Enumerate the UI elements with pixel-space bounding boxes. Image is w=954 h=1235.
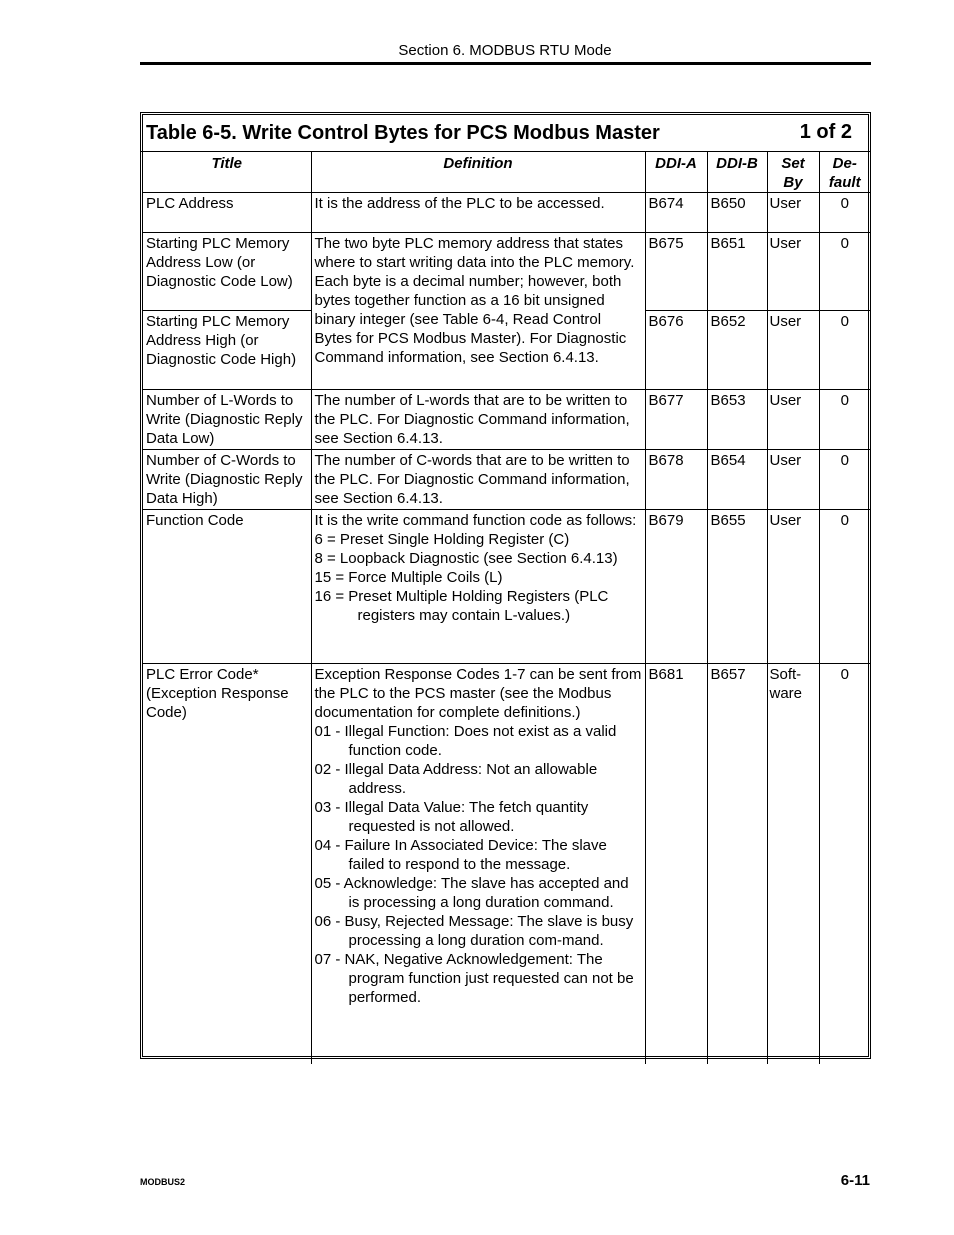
definition-item: 05 - Acknowledge: The slave has accepted and is processing a long duration command. <box>314 875 629 911</box>
row-default: 0 <box>819 390 870 450</box>
definition-item: 03 - Illegal Data Value: The fetch quantity requested is not allowed. <box>314 799 589 835</box>
running-head: Section 6. MODBUS RTU Mode <box>398 42 612 59</box>
row-ddi-a: B678 <box>645 450 707 510</box>
row-definition-merged: The two byte PLC memory address that states where to start writing data into the PLC memory. Each byte is a decimal number; however, both bytes together function as a 16 bit unsigned binary integer (see Table 6-4, Read Control Bytes for PCS Modbus Master). For Diagnostic Command information, see Section 6.4.13. <box>311 233 645 390</box>
column-header-definition: Definition <box>311 152 645 193</box>
row-default: 0 <box>819 450 870 510</box>
row-ddi-b: B650 <box>707 193 767 233</box>
definition-item: 15 = Force Multiple Coils (L) <box>314 569 503 586</box>
table-row <box>143 510 870 664</box>
row-ddi-a: B674 <box>645 193 707 233</box>
row-ddi-b: B655 <box>707 510 767 664</box>
definition-item: 6 = Preset Single Holding Register (C) <box>314 531 570 548</box>
row-set-by: User <box>767 233 819 311</box>
row-ddi-b: B652 <box>707 311 767 390</box>
definition-item: 04 - Failure In Associated Device: The slave failed to respond to the message. <box>314 837 607 873</box>
column-header-ddi-b: DDI-B <box>707 152 767 193</box>
column-header-title: Title <box>143 152 311 193</box>
column-header-ddi-a: DDI-A <box>645 152 707 193</box>
table-page-indicator: 1 of 2 <box>799 121 852 143</box>
table-row <box>143 450 870 510</box>
row-ddi-b: B657 <box>707 664 767 1064</box>
row-definition: It is the address of the PLC to be accessed. <box>311 193 645 233</box>
definition-item: 01 - Illegal Function: Does not exist as a valid function code. <box>314 723 617 759</box>
table-row <box>143 390 870 450</box>
control-bytes-table <box>140 112 871 1059</box>
definition-intro: It is the write command function code as follows: <box>314 512 637 529</box>
row-definition: The number of C-words that are to be written to the PLC. For Diagnostic Command information, see Section 6.4.13. <box>311 450 645 510</box>
row-title: Starting PLC Memory Address Low (or Diagnostic Code Low) <box>143 233 311 311</box>
row-ddi-b: B651 <box>707 233 767 311</box>
row-title: PLC Error Code* (Exception Response Code) <box>143 664 311 1064</box>
table-row <box>143 233 870 311</box>
column-header-set-by: Set By <box>767 152 819 193</box>
table-header-row <box>143 152 870 193</box>
row-set-by: User <box>767 390 819 450</box>
row-ddi-a: B677 <box>645 390 707 450</box>
row-set-by: User <box>767 311 819 390</box>
table-row <box>143 664 870 1064</box>
row-default: 0 <box>819 233 870 311</box>
row-title: Function Code <box>143 510 311 664</box>
row-ddi-a: B675 <box>645 233 707 311</box>
footer-page-number: 6-11 <box>840 1172 870 1189</box>
column-header-default: De-fault <box>819 152 870 193</box>
row-title: Number of C-Words to Write (Diagnostic Reply Data High) <box>143 450 311 510</box>
row-definition <box>311 664 645 1064</box>
row-default: 0 <box>819 311 870 390</box>
row-ddi-a: B679 <box>645 510 707 664</box>
row-definition: The number of L-words that are to be written to the PLC. For Diagnostic Command information, see Section 6.4.13. <box>311 390 645 450</box>
row-ddi-a: B681 <box>645 664 707 1064</box>
row-set-by: User <box>767 450 819 510</box>
definition-item: 06 - Busy, Rejected Message: The slave is busy processing a long duration com-mand. <box>314 913 634 949</box>
table-caption <box>141 113 870 152</box>
table-grid <box>143 151 870 1064</box>
definition-item: 07 - NAK, Negative Acknowledgement: The program function just requested can not be performed. <box>314 951 634 1006</box>
row-ddi-b: B653 <box>707 390 767 450</box>
definition-item: 16 = Preset Multiple Holding Registers (PLC registers may contain L-values.) <box>314 588 609 624</box>
row-default: 0 <box>819 510 870 664</box>
row-default: 0 <box>819 193 870 233</box>
row-default: 0 <box>819 664 870 1064</box>
definition-item: 8 = Loopback Diagnostic (see Section 6.4.13) <box>314 550 618 567</box>
row-definition <box>311 510 645 664</box>
footer-doc-code: MODBUS2 <box>140 1177 186 1187</box>
row-set-by: User <box>767 193 819 233</box>
row-set-by: User <box>767 510 819 664</box>
definition-intro: Exception Response Codes 1-7 can be sent from the PLC to the PCS master (see the Modbus documentation for complete definitions.) <box>314 666 642 721</box>
header-rule <box>140 62 871 65</box>
row-title: Number of L-Words to Write (Diagnostic Reply Data Low) <box>143 390 311 450</box>
row-ddi-a: B676 <box>645 311 707 390</box>
definition-item: 02 - Illegal Data Address: Not an allowable address. <box>314 761 598 797</box>
row-set-by: Soft-ware <box>767 664 819 1064</box>
row-ddi-b: B654 <box>707 450 767 510</box>
row-title: Starting PLC Memory Address High (or Diagnostic Code High) <box>143 311 311 390</box>
table-row <box>143 193 870 233</box>
row-title: PLC Address <box>143 193 311 233</box>
table-title: Table 6-5. Write Control Bytes for PCS Modbus Master <box>146 122 660 144</box>
